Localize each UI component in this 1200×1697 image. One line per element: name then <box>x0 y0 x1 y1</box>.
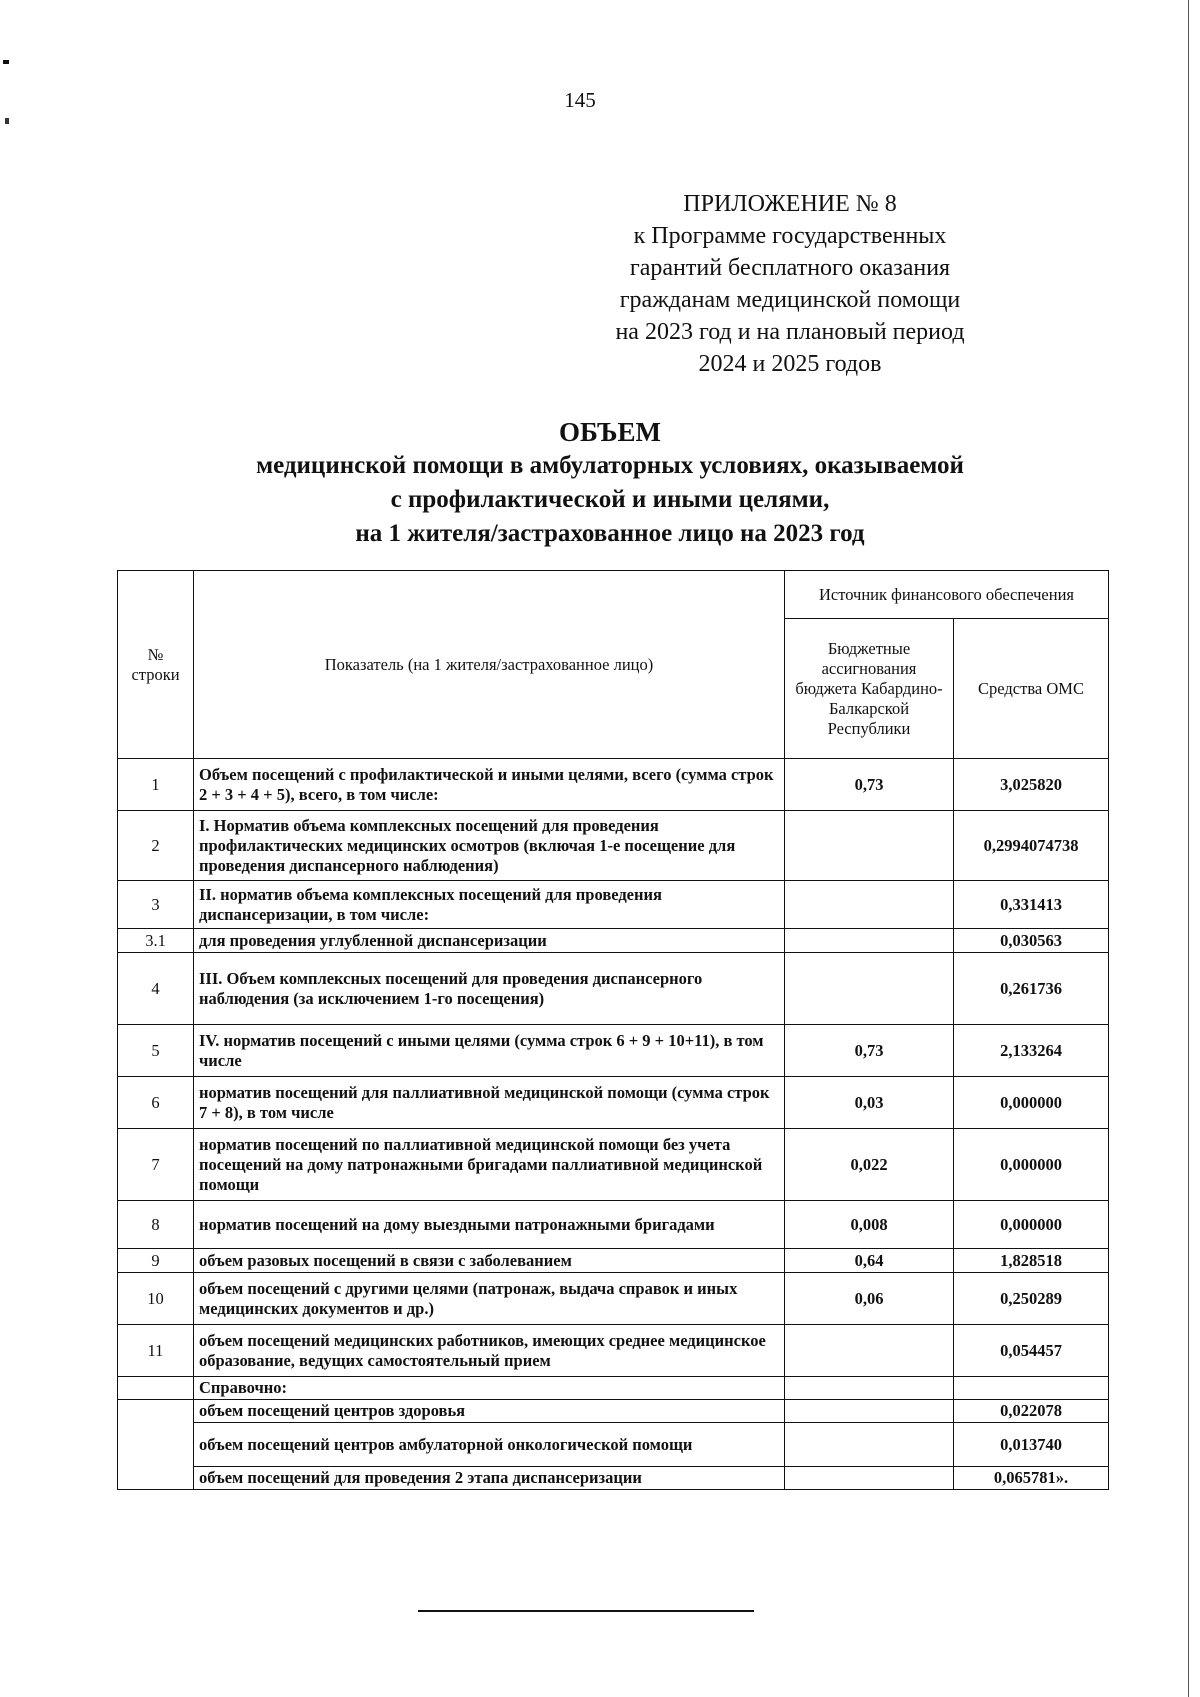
row-oms-value: 2,133264 <box>954 1025 1109 1077</box>
page-edge-line <box>1188 0 1189 1697</box>
empty-cell <box>785 1400 954 1423</box>
reference-indicator: объем посещений центров амбулаторной онкологической помощи <box>194 1423 785 1467</box>
row-oms-value: 0,054457 <box>954 1325 1109 1377</box>
table-row <box>118 1201 1109 1249</box>
header-indicator: Показатель (на 1 жителя/застрахованное лицо) <box>194 571 785 759</box>
row-oms-value: 3,025820 <box>954 759 1109 811</box>
row-number: 11 <box>118 1325 194 1377</box>
row-oms-value: 0,030563 <box>954 929 1109 953</box>
header-row-no: № строки <box>118 571 194 759</box>
reference-label: Справочно: <box>194 1377 785 1400</box>
row-number: 2 <box>118 811 194 881</box>
appendix-line: к Программе государственных <box>633 223 947 249</box>
bottom-divider <box>418 1610 754 1612</box>
title-main: ОБЪЕМ <box>559 417 661 447</box>
empty-cell <box>785 1467 954 1490</box>
reference-oms-value: 0,065781». <box>954 1467 1109 1490</box>
row-oms-value: 1,828518 <box>954 1249 1109 1273</box>
row-indicator: объем разовых посещений в связи с заболеванием <box>194 1249 785 1273</box>
reference-oms-value: 0,022078 <box>954 1400 1109 1423</box>
table-row <box>118 953 1109 1025</box>
table-row <box>118 1129 1109 1201</box>
appendix-line: 2024 и 2025 годов <box>698 351 882 377</box>
table-row <box>118 1400 1109 1423</box>
row-number: 6 <box>118 1077 194 1129</box>
row-number: 10 <box>118 1273 194 1325</box>
table-row <box>118 1025 1109 1077</box>
empty-cell <box>118 1400 194 1490</box>
row-indicator: III. Объем комплексных посещений для проведения диспансерного наблюдения (за исключением 1-го посещения) <box>194 953 785 1025</box>
appendix-line: гражданам медицинской помощи <box>619 287 961 313</box>
row-indicator: II. норматив объема комплексных посещений для проведения диспансеризации, в том числе: <box>194 881 785 929</box>
reference-indicator: объем посещений центров здоровья <box>194 1400 785 1423</box>
row-budget-value: 0,73 <box>785 1025 954 1077</box>
row-budget-value: 0,64 <box>785 1249 954 1273</box>
empty-cell <box>954 1377 1109 1400</box>
table-row <box>118 759 1109 811</box>
table-row <box>118 1325 1109 1377</box>
table-row <box>118 1377 1109 1400</box>
page-number: 145 <box>564 88 596 112</box>
title-line: с профилактической и иными целями, <box>390 486 830 513</box>
row-budget-value <box>785 929 954 953</box>
header-budget: Бюджетные ассигнования бюджета Кабардино-Балкарской Республики <box>785 619 954 759</box>
header-oms: Средства ОМС <box>954 619 1109 759</box>
row-indicator: объем посещений с другими целями (патронаж, выдача справок и иных медицинских документов и др.) <box>194 1273 785 1325</box>
title-line: на 1 жителя/застрахованное лицо на 2023 год <box>355 520 865 547</box>
volume-table <box>117 570 1109 1490</box>
row-oms-value: 0,000000 <box>954 1077 1109 1129</box>
title-line: медицинской помощи в амбулаторных условиях, оказываемой <box>256 452 964 479</box>
header-funding-source: Источник финансового обеспечения <box>785 571 1109 619</box>
row-number: 7 <box>118 1129 194 1201</box>
row-oms-value: 0,250289 <box>954 1273 1109 1325</box>
row-budget-value <box>785 881 954 929</box>
row-indicator: норматив посещений по паллиативной медицинской помощи без учета посещений на дому патронажными бригадами паллиативной медицинской помощи <box>194 1129 785 1201</box>
appendix-line: на 2023 год и на плановый период <box>615 319 965 345</box>
row-number: 3 <box>118 881 194 929</box>
reference-indicator: объем посещений для проведения 2 этапа диспансеризации <box>194 1467 785 1490</box>
scan-artifact <box>3 60 9 64</box>
row-number: 1 <box>118 759 194 811</box>
table-row <box>118 1077 1109 1129</box>
row-indicator: для проведения углубленной диспансеризации <box>194 929 785 953</box>
row-indicator: I. Норматив объема комплексных посещений для проведения профилактических медицинских осмотров (включая 1-е посещение для проведения диспансерного наблюдения) <box>194 811 785 881</box>
row-number: 3.1 <box>118 929 194 953</box>
appendix-line: гарантий бесплатного оказания <box>629 255 951 281</box>
row-budget-value <box>785 953 954 1025</box>
reference-oms-value: 0,013740 <box>954 1423 1109 1467</box>
row-number: 8 <box>118 1201 194 1249</box>
row-oms-value: 0,000000 <box>954 1201 1109 1249</box>
appendix-heading <box>540 188 1040 380</box>
row-indicator: объем посещений медицинских работников, имеющих среднее медицинское образование, ведущих самостоятельный прием <box>194 1325 785 1377</box>
row-oms-value: 0,261736 <box>954 953 1109 1025</box>
row-number: 4 <box>118 953 194 1025</box>
row-oms-value: 0,2994074738 <box>954 811 1109 881</box>
row-indicator: норматив посещений на дому выездными патронажными бригадами <box>194 1201 785 1249</box>
row-oms-value: 0,000000 <box>954 1129 1109 1201</box>
row-budget-value: 0,03 <box>785 1077 954 1129</box>
table-row <box>118 929 1109 953</box>
empty-cell <box>785 1377 954 1400</box>
table-row <box>118 881 1109 929</box>
table-row <box>118 811 1109 881</box>
scan-artifact <box>5 118 9 124</box>
row-budget-value <box>785 1325 954 1377</box>
row-number: 9 <box>118 1249 194 1273</box>
row-budget-value: 0,73 <box>785 759 954 811</box>
row-indicator: норматив посещений для паллиативной медицинской помощи (сумма строк 7 + 8), в том числе <box>194 1077 785 1129</box>
row-indicator: Объем посещений с профилактической и иными целями, всего (сумма строк 2 + 3 + 4 + 5), всего, в том числе: <box>194 759 785 811</box>
table-row <box>118 1249 1109 1273</box>
table-row <box>118 1467 1109 1490</box>
empty-cell <box>118 1377 194 1400</box>
table-row <box>118 1273 1109 1325</box>
row-budget-value: 0,06 <box>785 1273 954 1325</box>
empty-cell <box>785 1423 954 1467</box>
row-number: 5 <box>118 1025 194 1077</box>
row-indicator: IV. норматив посещений с иными целями (сумма строк 6 + 9 + 10+11), в том числе <box>194 1025 785 1077</box>
row-budget-value: 0,022 <box>785 1129 954 1201</box>
row-budget-value: 0,008 <box>785 1201 954 1249</box>
table-row <box>118 1423 1109 1467</box>
row-budget-value <box>785 811 954 881</box>
document-title <box>80 415 1140 551</box>
appendix-line: ПРИЛОЖЕНИЕ № 8 <box>683 191 897 217</box>
row-oms-value: 0,331413 <box>954 881 1109 929</box>
